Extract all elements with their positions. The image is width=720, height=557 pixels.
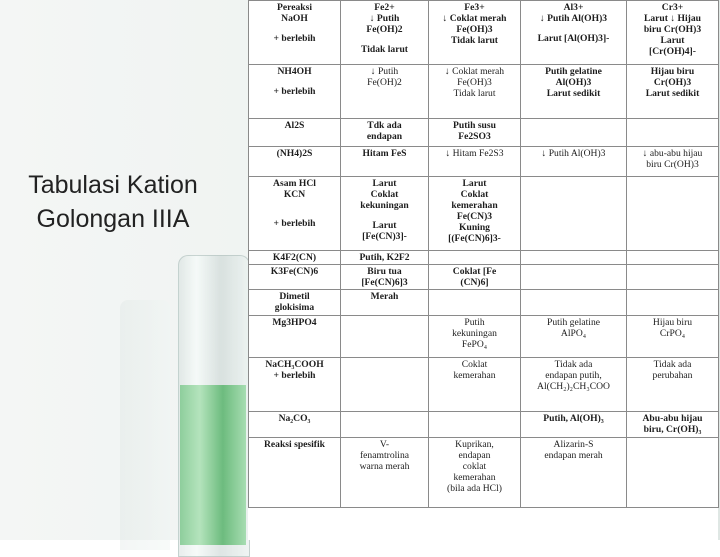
cell-text	[343, 211, 426, 220]
cell-text: kemerahan	[453, 472, 496, 483]
result-cell-al3	[521, 438, 627, 508]
table-row	[249, 438, 719, 508]
cell-text: Pereaksi	[277, 2, 312, 13]
cell-text: kekuningan	[452, 328, 497, 339]
table-row	[249, 412, 719, 438]
cell-text: Larut [Al(OH)3]-	[537, 33, 610, 44]
cell-text	[523, 291, 624, 300]
cell-text: biru Cr(OH)3	[643, 24, 702, 35]
reagent-cell	[249, 265, 341, 290]
cell-text	[343, 413, 426, 422]
cell-text	[629, 439, 716, 448]
cell-text: Fe2SO3	[458, 131, 491, 142]
result-cell-al3	[521, 1, 627, 65]
cell-text: ↓ Coklat merah	[444, 66, 505, 77]
result-cell-fe3	[429, 438, 521, 508]
cell-text: Na₂CO₃	[278, 413, 311, 424]
result-cell-al3	[521, 147, 627, 177]
test-tube-image-back	[120, 300, 170, 550]
cell-text: + berlebih	[273, 370, 316, 381]
result-cell-fe2	[341, 316, 429, 358]
cell-text: + berlebih	[273, 218, 316, 229]
result-cell-al3	[521, 251, 627, 265]
result-cell-fe3	[429, 265, 521, 290]
cell-text: coklat	[462, 461, 487, 472]
cell-text: Reaksi spesifik	[263, 439, 326, 450]
result-cell-fe2	[341, 265, 429, 290]
slide-title-line2: Golongan IIIA	[36, 205, 190, 233]
cell-text: Coklat	[460, 189, 489, 200]
cell-text: Abu-abu hijau	[642, 413, 703, 424]
result-cell-fe2	[341, 147, 429, 177]
cell-text	[251, 209, 338, 218]
slide-title-line1: Tabulasi Kation	[28, 171, 198, 199]
cell-text: NaOH	[281, 13, 308, 24]
cell-text: Fe3+	[464, 2, 485, 13]
cell-text: (CN)6]	[460, 277, 489, 288]
cell-text: Larut	[660, 35, 685, 46]
cell-text: Kuning	[459, 222, 490, 233]
table-row	[249, 65, 719, 119]
result-cell-fe3	[429, 65, 521, 119]
result-cell-al3	[521, 316, 627, 358]
cell-text	[523, 252, 624, 261]
cell-text: kekuningan	[360, 200, 409, 211]
table-row	[249, 316, 719, 358]
cell-text: kemerahan	[453, 370, 496, 381]
reagent-cell	[249, 177, 341, 251]
cell-text: Larut ↓ Hijau	[643, 13, 702, 24]
cell-text: Hijau biru	[650, 66, 695, 77]
cell-text: (NH4)2S	[276, 148, 313, 159]
cell-text	[629, 291, 716, 300]
cell-text: ↓ Hitam Fe2S3	[445, 148, 504, 159]
cell-text: Fe(OH)3	[456, 24, 493, 35]
cell-text	[629, 252, 716, 261]
table-row	[249, 290, 719, 316]
result-cell-fe3	[429, 290, 521, 316]
result-cell-cr3	[627, 147, 719, 177]
cell-text: endapan	[366, 131, 403, 142]
table-row	[249, 119, 719, 147]
cell-text: Cr3+	[661, 2, 684, 13]
cell-text: Larut	[372, 178, 397, 189]
cell-text	[251, 200, 338, 209]
result-cell-al3	[521, 265, 627, 290]
result-cell-fe2	[341, 438, 429, 508]
result-cell-cr3	[627, 251, 719, 265]
table-row	[249, 358, 719, 412]
result-cell-fe3	[429, 119, 521, 147]
cell-text: endapan	[458, 450, 491, 461]
cell-text: Mg3HPO4	[272, 317, 317, 328]
reagent-cell	[249, 147, 341, 177]
result-cell-al3	[521, 412, 627, 438]
cell-text: + berlebih	[273, 86, 316, 97]
cell-text: glokisima	[274, 302, 315, 313]
cell-text: biru, Cr(OH)₃	[643, 424, 702, 435]
cell-text: Alizarin-S	[553, 439, 594, 450]
cell-text: Tidak larut	[453, 88, 496, 99]
table-body	[249, 1, 719, 508]
cell-text: Putih	[464, 317, 485, 328]
cell-text: Larut	[462, 178, 487, 189]
cell-text: K3Fe(CN)6	[270, 266, 319, 277]
cell-text: Fe(CN)3	[456, 211, 493, 222]
result-cell-fe3	[429, 177, 521, 251]
cell-text: Larut	[372, 220, 397, 231]
cell-text	[431, 252, 518, 261]
result-cell-fe3	[429, 251, 521, 265]
cell-text: Tidak larut	[360, 44, 408, 55]
cell-text: Putih susu	[453, 120, 496, 131]
cell-text: Larut sedikit	[546, 88, 601, 99]
cell-text: Asam HCl	[273, 178, 316, 189]
cell-text: Tidak ada	[653, 359, 692, 370]
cell-text: perubahan	[652, 370, 693, 381]
reagent-cell	[249, 251, 341, 265]
table-row	[249, 177, 719, 251]
cell-text: ↓ Putih	[370, 66, 399, 77]
cell-text: Al(OH)3	[555, 77, 592, 88]
result-cell-fe3	[429, 1, 521, 65]
cell-text: K4F2(CN)	[272, 252, 317, 263]
green-liquid-image	[180, 385, 246, 545]
result-cell-fe2	[341, 290, 429, 316]
result-cell-fe2	[341, 177, 429, 251]
result-cell-cr3	[627, 290, 719, 316]
cell-text: endapan putih,	[545, 370, 602, 381]
cell-text	[343, 317, 426, 326]
cell-text	[431, 291, 518, 300]
table-row	[249, 265, 719, 290]
reagent-cell	[249, 290, 341, 316]
cell-text: Tidak larut	[450, 35, 498, 46]
table-row	[249, 251, 719, 265]
cell-text: + berlebih	[273, 33, 316, 44]
cell-text	[343, 359, 426, 368]
slide-title	[8, 168, 218, 236]
cell-text: Putih gelatine	[545, 66, 602, 77]
cell-text: Cr(OH)3	[653, 77, 692, 88]
result-cell-cr3	[627, 358, 719, 412]
cell-text: fenamtrolina	[359, 450, 409, 461]
cell-text: [Fe(CN)6]3	[361, 277, 408, 288]
result-cell-al3	[521, 65, 627, 119]
cell-text	[523, 266, 624, 275]
cell-text: ↓ Putih Al(OH)3	[539, 13, 608, 24]
reagent-cell	[249, 412, 341, 438]
result-cell-al3	[521, 358, 627, 412]
cell-text: Tidak ada	[554, 359, 593, 370]
cell-text: KCN	[283, 189, 306, 200]
cell-text: Al(CH₂)₂CH₃COO	[537, 381, 610, 392]
result-cell-fe2	[341, 1, 429, 65]
cell-text	[629, 120, 716, 129]
result-cell-al3	[521, 119, 627, 147]
reaction-table-panel	[248, 0, 718, 540]
result-cell-cr3	[627, 119, 719, 147]
cell-text: ↓ Putih	[369, 13, 400, 24]
cell-text: (bila ada HCl)	[447, 483, 502, 494]
cell-text	[629, 178, 716, 187]
cell-text: Fe(OH)2	[367, 77, 402, 88]
cell-text: Coklat	[370, 189, 399, 200]
result-cell-cr3	[627, 438, 719, 508]
cell-text: CrPO₄	[659, 328, 686, 339]
reagent-cell	[249, 358, 341, 412]
cell-text: Al3+	[563, 2, 584, 13]
result-cell-fe2	[341, 65, 429, 119]
cell-text: NaCH₃COOH	[265, 359, 324, 370]
cell-text	[431, 413, 518, 422]
result-cell-cr3	[627, 1, 719, 65]
table-row	[249, 1, 719, 65]
cell-text: Fe(OH)3	[457, 77, 492, 88]
result-cell-cr3	[627, 316, 719, 358]
result-cell-fe3	[429, 316, 521, 358]
result-cell-al3	[521, 177, 627, 251]
result-cell-cr3	[627, 177, 719, 251]
result-cell-fe2	[341, 412, 429, 438]
cell-text: V-	[379, 439, 390, 450]
cell-text: ↓ Coklat merah	[442, 13, 507, 24]
table-row	[249, 147, 719, 177]
result-cell-al3	[521, 290, 627, 316]
cell-text: biru Cr(OH)3	[646, 159, 699, 170]
cell-text	[523, 24, 624, 33]
result-cell-fe2	[341, 251, 429, 265]
result-cell-fe3	[429, 358, 521, 412]
cell-text: Putih, K2F2	[359, 252, 410, 263]
cation-reaction-table	[248, 0, 719, 508]
cell-text: [Fe(CN)3]-	[362, 231, 407, 242]
cell-text: Kuprikan,	[455, 439, 494, 450]
reagent-cell	[249, 65, 341, 119]
cell-text: AlPO₄	[560, 328, 587, 339]
reagent-cell	[249, 119, 341, 147]
cell-text: Hitam FeS	[362, 148, 407, 159]
cell-text: Tdk ada	[367, 120, 402, 131]
cell-text: NH4OH	[277, 66, 312, 77]
result-cell-fe3	[429, 147, 521, 177]
cell-text: Putih, Al(OH)₃	[543, 413, 604, 424]
cell-text: Fe2+	[374, 2, 395, 13]
result-cell-cr3	[627, 65, 719, 119]
reagent-cell	[249, 316, 341, 358]
cell-text: kemerahan	[451, 200, 498, 211]
cell-text	[251, 24, 338, 33]
cell-text: [(Fe(CN)6]3-	[448, 233, 501, 244]
cell-text: endapan merah	[544, 450, 603, 461]
result-cell-fe2	[341, 358, 429, 412]
cell-text	[629, 266, 716, 275]
cell-text	[343, 35, 426, 44]
reagent-cell	[249, 1, 341, 65]
result-cell-fe3	[429, 412, 521, 438]
cell-text: Putih gelatine	[546, 317, 601, 328]
cell-text: Fe(OH)2	[366, 24, 403, 35]
cell-text: ↓ Putih Al(OH)3	[541, 148, 606, 159]
cell-text: Al2S	[284, 120, 305, 131]
cell-text: Biru tua	[367, 266, 402, 277]
cell-text: Coklat	[461, 359, 488, 370]
reagent-cell	[249, 438, 341, 508]
cell-text: ↓ abu-abu hijau	[642, 148, 703, 159]
cell-text: warna merah	[359, 461, 410, 472]
result-cell-cr3	[627, 412, 719, 438]
cell-text: Larut sedikit	[645, 88, 700, 99]
cell-text: [Cr(OH)4]-	[649, 46, 696, 57]
cell-text	[523, 178, 624, 187]
cell-text: FePO₄	[461, 339, 488, 350]
cell-text: Hijau biru	[652, 317, 693, 328]
cell-text: Dimetil	[279, 291, 310, 302]
cell-text	[523, 120, 624, 129]
cell-text: Coklat [Fe	[452, 266, 497, 277]
result-cell-fe2	[341, 119, 429, 147]
cell-text: Merah	[370, 291, 399, 302]
result-cell-cr3	[627, 265, 719, 290]
cell-text	[251, 77, 338, 86]
